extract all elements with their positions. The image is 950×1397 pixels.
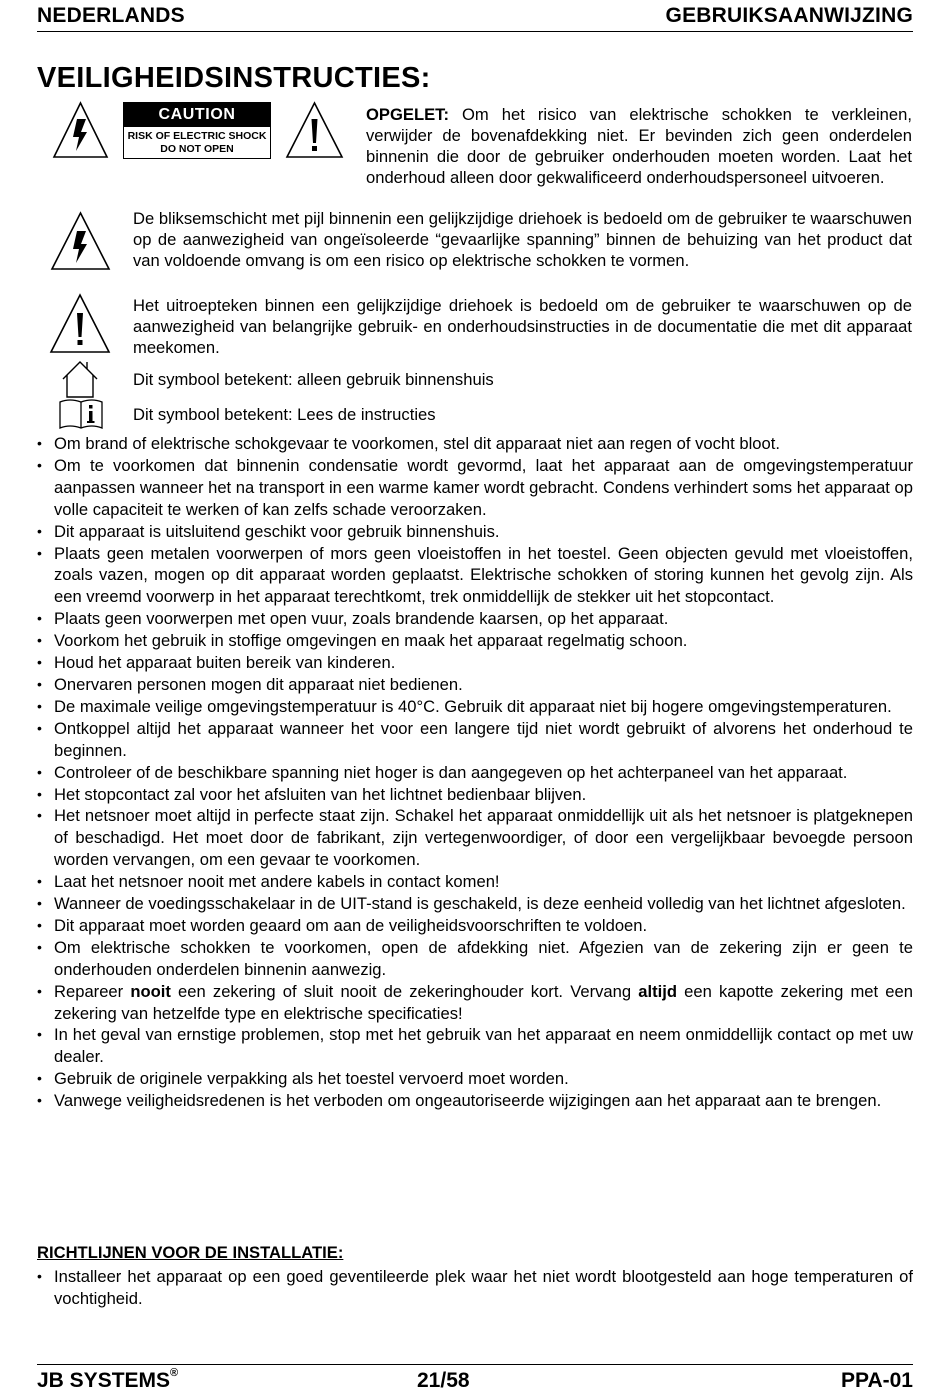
list-item: • Wanneer de voedingsschakelaar in de UIT-stand is geschakeld, is deze eenheid volledig van het lichtnet afgesloten.: [37, 893, 913, 915]
list-item: • Vanwege veiligheidsredenen is het verboden om ongeautoriseerde wijzigingen aan het apparaat aan te brengen.: [37, 1090, 913, 1112]
list-item: • Om brand of elektrische schokgevaar te voorkomen, stel dit apparaat niet aan regen of vocht bloot.: [37, 433, 913, 455]
list-item: • Laat het netsnoer nooit met andere kabels in contact komen!: [37, 871, 913, 893]
opgelet-text: Om het risico van elektrische schokken te verkleinen, verwijder de bovenafdekking niet. Er bevinden zich geen onderdelen binnenin die door de gebruiker onderhouden moeten worden. Laat het onderhoud alleen door gekwalificeerd onderhoudspersoneel uitvoeren.: [366, 105, 912, 187]
list-item: • Ontkoppel altijd het apparaat wanneer het voor een langere tijd niet wordt gebruikt of alvorens het onderhoud te beginnen.: [37, 718, 913, 762]
lightning-symbol-text: De bliksemschicht met pijl binnenin een gelijkzijdige driehoek is bedoeld om de gebruiker te waarschuwen op de aanwezigheid van ongeïsoleerde “gevaarlijke spanning” binnen de behuizing van het product dat van voldoende omvang is om een risico op elektrische schokken te vormen.: [133, 209, 912, 270]
install-bullet-list: [37, 1266, 913, 1310]
list-item: • Installeer het apparaat op een goed geventileerde plek waar het niet wordt blootgesteld aan hoge temperaturen of vochtigheid.: [37, 1266, 913, 1310]
fuse-bold-always: altijd: [638, 981, 677, 1001]
list-item: • Het stopcontact zal voor het afsluiten van het lichtnet bedienbaar blijven.: [37, 784, 913, 806]
list-item: • Om te voorkomen dat binnenin condensatie wordt gevormd, laat het apparaat aan de omgevingstemperatuur aanpassen wanneer het na transport in een warme kamer wordt gebracht. Condens verhindert soms het apparaat op volle capaciteit te werken of kan zelfs schade veroorzaken.: [37, 455, 913, 521]
lightning-triangle-icon: [52, 101, 109, 159]
fuse-text-1: Repareer: [54, 981, 131, 1001]
footer-brand: JB SYSTEMS: [37, 1369, 171, 1392]
manual-symbol-text: Dit symbool betekent: Lees de instructies: [133, 405, 436, 424]
list-item: • Het netsnoer moet altijd in perfecte staat zijn. Schakel het apparaat onmiddellijk uit als het netsnoer is platgeknepen of beschadigd. Het moet door de fabrikant, zijn vertegenwoordiger, of door een vergelijkbaar bevoegde persoon worden vervangen, om een gevaar te voorkomen.: [37, 805, 913, 871]
exclamation-triangle-icon: [49, 293, 111, 354]
lightning-triangle-icon: [50, 211, 111, 271]
model-number: PPA-01: [841, 1369, 913, 1392]
page-title: VEILIGHEIDSINSTRUCTIES:: [37, 62, 431, 94]
indoor-symbol-text: Dit symbool betekent: alleen gebruik binnenshuis: [133, 370, 494, 389]
opgelet-paragraph: [366, 104, 912, 188]
caution-line-2: DO NOT OPEN: [160, 143, 234, 155]
list-item: • Onervaren personen mogen dit apparaat niet bedienen.: [37, 674, 913, 696]
safety-bullet-list: [37, 433, 913, 1112]
list-item: • Plaats geen metalen voorwerpen of mors geen vloeistoffen in het toestel. Geen objecten gevuld met vloeistoffen, zoals vazen, mogen op dit apparaat worden geplaatst. Elektrische schokken of storing kunnen het gevolg zijn. Als een vreemd voorwerp in het apparaat terechtkomt, trek onmiddellijk de stekker uit het stopcontact.: [37, 543, 913, 609]
list-item: • Gebruik de originele verpakking als het toestel vervoerd moet worden.: [37, 1068, 913, 1090]
indoor-house-icon: [61, 359, 99, 399]
fuse-text-2: een zekering of sluit nooit de zekeringhouder kort. Vervang: [170, 981, 639, 1001]
install-heading: RICHTLIJNEN VOOR DE INSTALLATIE:: [37, 1243, 344, 1262]
manual-info-icon: [58, 398, 104, 430]
footer-brand-wrap: [37, 1369, 178, 1393]
list-item: • Houd het apparaat buiten bereik van kinderen.: [37, 652, 913, 674]
caution-line-1: RISK OF ELECTRIC SHOCK: [127, 130, 267, 142]
exclamation-symbol-text: Het uitroepteken binnen een gelijkzijdige driehoek is bedoeld om de gebruiker te waarschuwen op de aanwezigheid van belangrijke gebruik- en onderhoudsinstructies in de documentatie die met dit apparaat meekomen.: [133, 296, 912, 357]
page-number: 21/58: [417, 1369, 470, 1392]
page-footer: [37, 1364, 913, 1394]
registered-mark: ®: [170, 1367, 179, 1379]
opgelet-label: OPGELET:: [366, 105, 449, 124]
header-language: NEDERLANDS: [37, 4, 185, 27]
list-item: • Plaats geen voorwerpen met open vuur, zoals brandende kaarsen, op het apparaat.: [37, 608, 913, 630]
header-doc-type: GEBRUIKSAANWIJZING: [665, 4, 913, 27]
list-item: • Dit apparaat moet worden geaard om aan de veiligheidsvoorschriften te voldoen.: [37, 915, 913, 937]
fuse-text-3: een kapotte zekering met een zekering van hetzelfde type en elektrische specificaties!: [54, 981, 913, 1023]
caution-title: CAUTION: [124, 103, 270, 127]
page-header: [37, 4, 913, 32]
exclamation-triangle-icon: [285, 101, 344, 159]
list-item: • Controleer of de beschikbare spanning niet hoger is dan aangegeven op het achterpaneel van het apparaat.: [37, 762, 913, 784]
list-item: • De maximale veilige omgevingstemperatuur is 40°C. Gebruik dit apparaat niet bij hogere omgevingstemperaturen.: [37, 696, 913, 718]
list-item-fuse: [37, 981, 913, 1025]
list-item: • Dit apparaat is uitsluitend geschikt voor gebruik binnenshuis.: [37, 521, 913, 543]
list-item: • Om elektrische schokken te voorkomen, open de afdekking niet. Afgezien van de zekering zijn er geen te onderhouden onderdelen binnenin aanwezig.: [37, 937, 913, 981]
fuse-bold-never: nooit: [130, 981, 171, 1001]
list-item: • Voorkom het gebruik in stoffige omgevingen en maak het apparaat regelmatig schoon.: [37, 630, 913, 652]
caution-label: [123, 102, 271, 159]
list-item: • In het geval van ernstige problemen, stop met het gebruik van het apparaat en neem onmiddellijk contact op met uw dealer.: [37, 1024, 913, 1068]
